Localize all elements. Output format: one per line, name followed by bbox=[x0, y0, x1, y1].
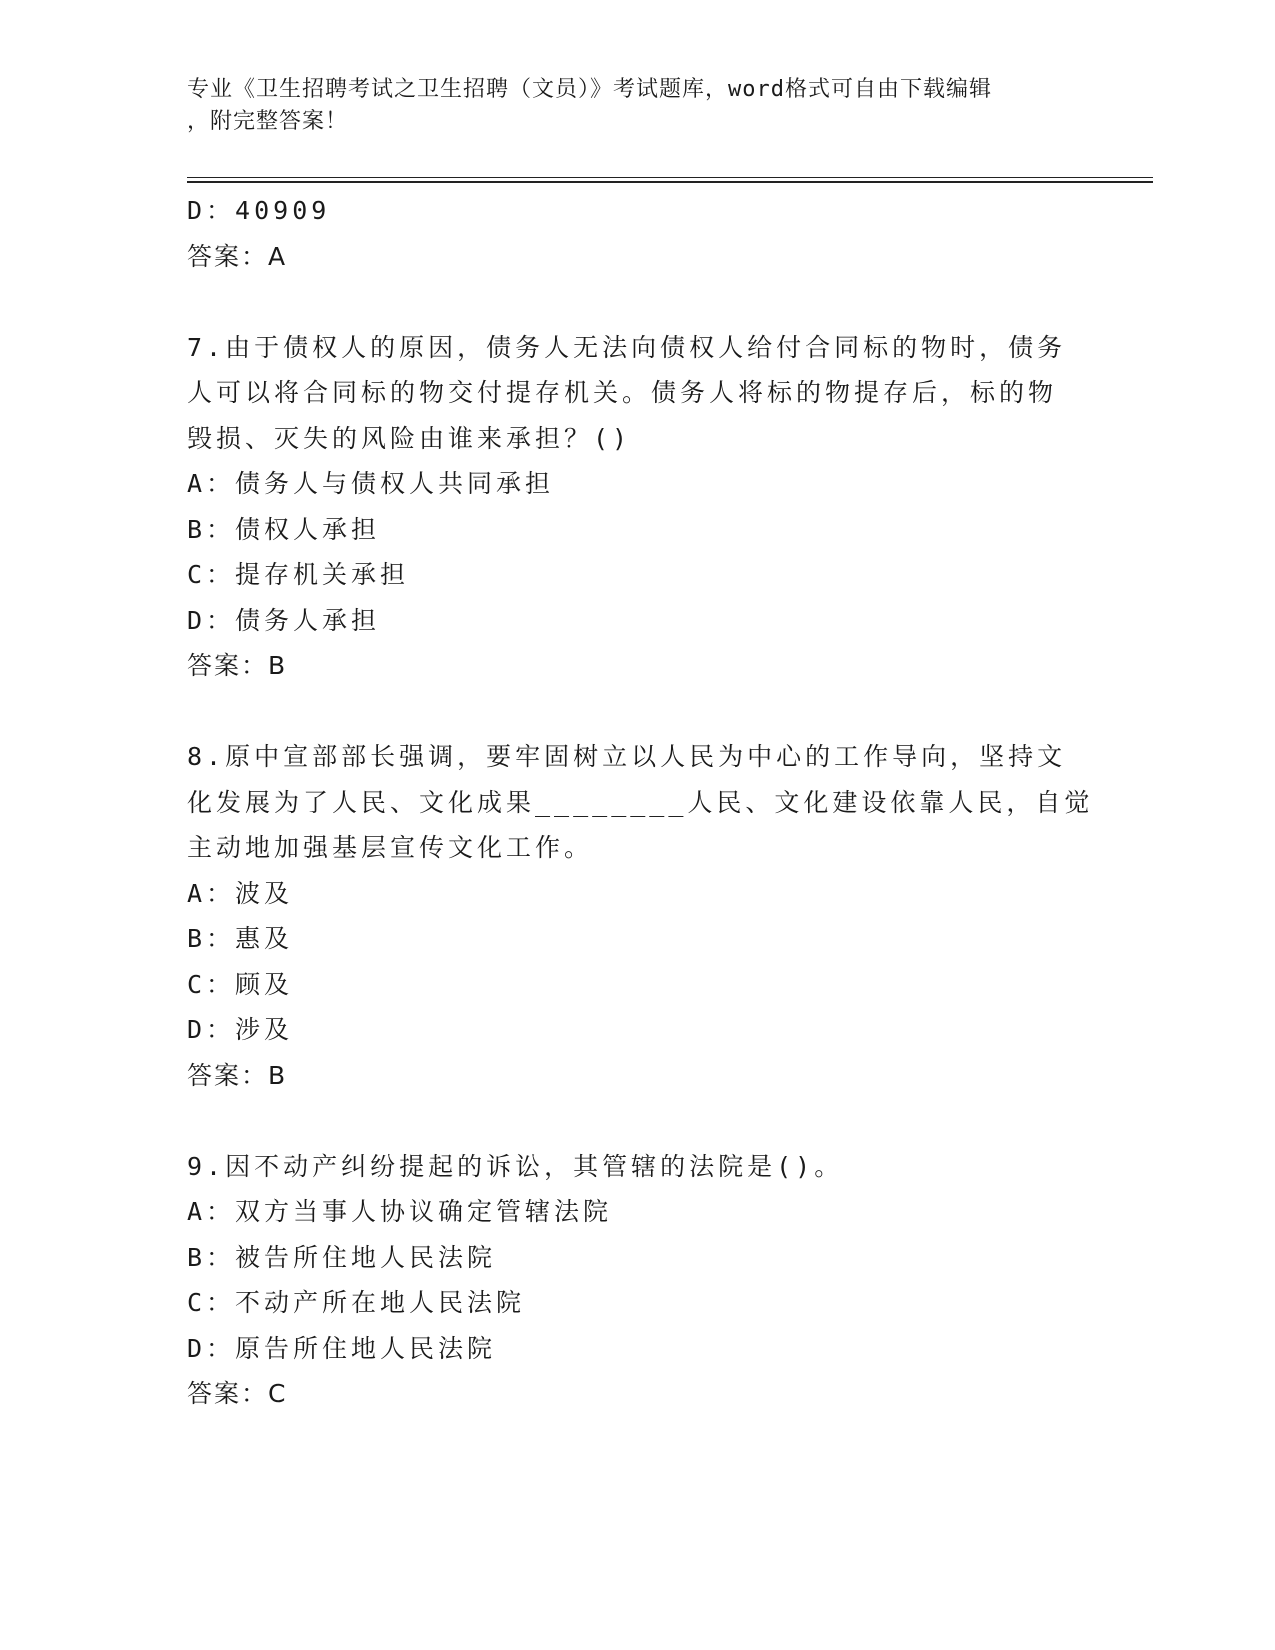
question-8-option-d: D：涉及 bbox=[187, 1015, 294, 1044]
header-divider-thick bbox=[187, 181, 1153, 183]
question-7-answer: 答案：B bbox=[187, 651, 288, 680]
question-9-stem-line-1: 9.因不动产纠纷提起的诉讼，其管辖的法院是()。 bbox=[187, 1151, 844, 1181]
question-9-option-a: A：双方当事人协议确定管辖法院 bbox=[187, 1197, 613, 1226]
question-8-option-a: A：波及 bbox=[187, 878, 294, 908]
question-7-option-c: C：提存机关承担 bbox=[187, 560, 410, 589]
question-7-option-a: A：债务人与债权人共同承担 bbox=[187, 469, 555, 498]
question-7-option-b: B：债权人承担 bbox=[187, 514, 381, 544]
spacer bbox=[187, 1098, 1067, 1144]
prev-option-d: D：40909 bbox=[187, 196, 331, 225]
question-9-option-d: D：原告所住地人民法院 bbox=[187, 1333, 497, 1363]
question-9 bbox=[187, 1144, 1067, 1417]
question-9-answer: 答案：C bbox=[187, 1379, 288, 1408]
question-7-stem-line-1: 7.由于债权人的原因，债务人无法向债权人给付合同标的物时，债务 bbox=[187, 332, 1067, 362]
question-7-option-d: D：债务人承担 bbox=[187, 605, 381, 635]
question-8 bbox=[187, 734, 1094, 1098]
document-header bbox=[187, 74, 1067, 138]
question-9-option-c: C：不动产所在地人民法院 bbox=[187, 1288, 526, 1317]
spacer bbox=[187, 689, 1067, 735]
header-line-1: 专业《卫生招聘考试之卫生招聘（文员）》考试题库，word格式可自由下载编辑 bbox=[187, 77, 992, 102]
question-8-option-b: B：惠及 bbox=[187, 924, 294, 953]
question-7-stem-line-3: 毁损、灭失的风险由谁来承担？() bbox=[187, 423, 632, 453]
header-line-2: ，附完整答案！ bbox=[187, 109, 349, 134]
header-divider-thin bbox=[187, 177, 1153, 178]
prev-answer: 答案：A bbox=[187, 241, 288, 271]
spacer bbox=[187, 279, 1067, 325]
question-7-stem-line-2: 人可以将合同标的物交付提存机关。债务人将标的物提存后，标的物 bbox=[187, 378, 1058, 407]
question-8-stem-line-2: 化发展为了人民、文化成果________人民、文化建设依靠人民，自觉 bbox=[187, 787, 1094, 817]
question-9-option-b: B：被告所住地人民法院 bbox=[187, 1242, 497, 1272]
question-8-option-c: C：顾及 bbox=[187, 969, 294, 999]
document-body bbox=[187, 188, 1094, 1417]
question-8-answer: 答案：B bbox=[187, 1060, 288, 1090]
question-8-stem-line-3: 主动地加强基层宣传文化工作。 bbox=[187, 833, 594, 862]
question-7 bbox=[187, 325, 1067, 689]
question-8-stem-line-1: 8.原中宣部部长强调，要牢固树立以人民为中心的工作导向，坚持文 bbox=[187, 742, 1067, 771]
